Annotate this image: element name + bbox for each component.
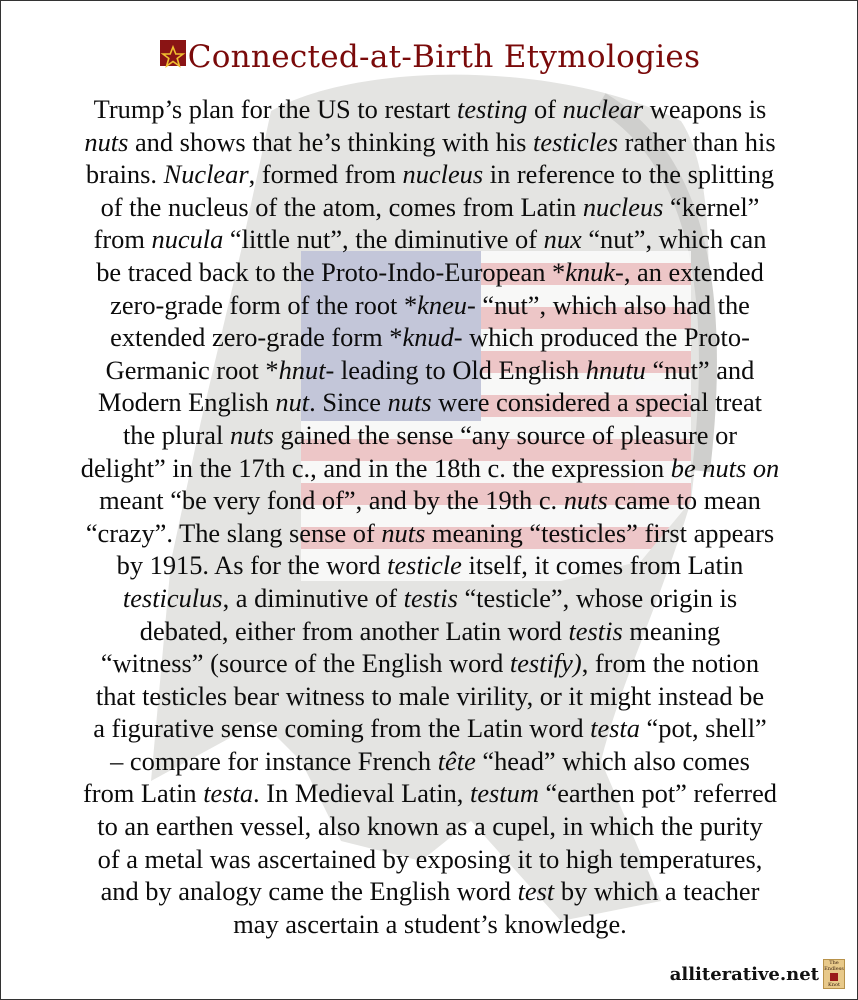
text-segment: of a metal was ascertained by exposing it to high temperatures,	[97, 843, 763, 874]
article-line	[27, 354, 833, 387]
knot-icon	[830, 973, 838, 981]
text-segment: meaning “testicles” first appears	[425, 517, 775, 548]
italic-term: nucula	[151, 224, 224, 255]
italic-term: testing	[457, 94, 528, 124]
text-segment: by which a teacher	[554, 876, 760, 907]
text-segment: weapons is	[643, 94, 767, 124]
article-line	[27, 289, 833, 322]
text-segment: delight” in the 17th c., and in the 18th c. the expression	[80, 452, 671, 483]
italic-term: testum	[469, 778, 539, 809]
italic-term: testicles	[533, 126, 619, 157]
pentacle-icon	[160, 40, 186, 66]
text-segment: “nut” and	[645, 354, 755, 385]
text-segment: by 1915. As for the word	[116, 550, 388, 581]
italic-term: testify)	[509, 648, 582, 679]
text-segment: – compare for instance French	[110, 745, 438, 776]
italic-term: nuts	[381, 517, 426, 548]
italic-term: nucleus	[402, 159, 484, 190]
text-segment: were considered a special treat	[431, 387, 762, 418]
italic-term: testa	[590, 713, 640, 744]
text-segment: brains.	[85, 159, 164, 190]
text-segment: , formed from	[248, 159, 403, 190]
text-segment: to an earthen vessel, also known as a cupel, in which the purity	[97, 811, 763, 842]
text-segment: “little nut”, the diminutive of	[223, 224, 544, 255]
page-title	[1, 37, 858, 77]
text-segment: from Latin	[83, 778, 204, 809]
article-line	[27, 191, 833, 224]
article-line	[27, 875, 833, 908]
text-segment: from	[93, 224, 152, 255]
italic-term: nux	[543, 224, 582, 255]
text-segment: in reference to the splitting	[483, 159, 775, 190]
article-line	[27, 647, 833, 680]
italic-term: nuts	[387, 387, 432, 418]
italic-term: knuk-	[565, 256, 624, 287]
logo-text-the: The	[829, 960, 839, 966]
text-segment: . In Medieval Latin,	[253, 778, 470, 809]
text-segment: the plural	[122, 419, 230, 450]
article-line	[27, 712, 833, 745]
text-segment: of the nucleus of the atom, comes from Latin	[100, 191, 583, 222]
text-segment: , a diminutive of	[222, 582, 404, 613]
italic-term: nucleus	[582, 191, 664, 222]
text-segment: “kernel”	[663, 191, 760, 222]
article-line	[27, 582, 833, 615]
article-body	[27, 93, 833, 940]
article-line	[27, 452, 833, 485]
article-line	[27, 126, 833, 159]
text-segment: zero-grade form of the root *	[110, 289, 418, 320]
text-segment: Modern English	[98, 387, 276, 418]
text-segment: “witness” (source of the English word	[100, 648, 510, 679]
text-segment: of	[527, 94, 563, 124]
italic-term: nut	[275, 387, 310, 418]
text-segment: came to mean	[607, 485, 761, 516]
article-line	[27, 615, 833, 648]
article-line	[27, 484, 833, 517]
text-segment: , from the notion	[581, 648, 760, 679]
text-segment: “head” which also comes	[475, 745, 750, 776]
article-line	[27, 386, 833, 419]
text-segment: and by analogy came the English word	[100, 876, 518, 907]
italic-term: Nuclear	[163, 159, 249, 190]
text-segment: “earthen pot” referred	[538, 778, 777, 809]
article-line	[27, 93, 833, 126]
italic-term: nuts	[229, 419, 274, 450]
title-text: Connected-at-Birth Etymologies	[187, 39, 701, 75]
article-line	[27, 777, 833, 810]
text-segment: debated, either from another Latin word	[139, 615, 569, 646]
text-segment: which produced the Proto-	[462, 322, 750, 353]
italic-term: tête	[437, 745, 476, 776]
article-line	[27, 321, 833, 354]
text-segment: “testicle”, whose origin is	[457, 582, 738, 613]
article-line	[27, 843, 833, 876]
endless-knot-logo[interactable]	[823, 959, 845, 989]
italic-term: testis	[568, 615, 623, 646]
site-url[interactable]: alliterative.net	[669, 964, 819, 985]
italic-term: knud-	[402, 322, 463, 353]
text-segment: itself, it comes from Latin	[461, 550, 744, 581]
italic-term: be nuts on	[670, 452, 780, 483]
italic-term: hnutu	[585, 354, 646, 385]
text-segment: “pot, shell”	[639, 713, 767, 744]
text-segment: “nut”, which can	[581, 224, 767, 255]
article-line	[27, 908, 833, 941]
italic-term: nuts	[563, 485, 608, 516]
article-line	[27, 256, 833, 289]
italic-term: testis	[403, 582, 458, 613]
article-line	[27, 810, 833, 843]
text-segment: a figurative sense coming from the Latin word	[93, 713, 591, 744]
italic-term: nuts	[84, 126, 129, 157]
logo-text-knot: Knot	[828, 982, 840, 988]
article-line	[27, 680, 833, 713]
text-segment: Germanic root *	[105, 354, 279, 385]
text-segment: meant “be very fond of”, and by the 19th c.	[99, 485, 564, 516]
article-line	[27, 419, 833, 452]
italic-term: nuclear	[562, 94, 644, 124]
italic-term: testa	[203, 778, 254, 809]
italic-term: testiculus	[122, 582, 223, 613]
text-segment: leading to Old English	[334, 354, 586, 385]
text-segment: and shows that he’s thinking with his	[128, 126, 534, 157]
text-segment: rather than his	[618, 126, 776, 157]
text-segment: extended zero-grade form *	[110, 322, 403, 353]
text-segment: “crazy”. The slang sense of	[85, 517, 382, 548]
italic-term: kneu-	[417, 289, 476, 320]
text-segment: that testicles bear witness to male virility, or it might instead be	[95, 680, 765, 711]
text-segment: Trump’s plan for the US to restart	[93, 94, 457, 124]
italic-term: testicle	[387, 550, 462, 581]
article-line	[27, 158, 833, 191]
article-line	[27, 517, 833, 550]
text-segment: , an extended	[623, 256, 764, 287]
text-segment: be traced back to the Proto-Indo-European *	[96, 256, 566, 287]
text-segment: may ascertain a student’s knowledge.	[233, 908, 627, 939]
article-line	[27, 549, 833, 582]
text-segment: gained the sense “any source of pleasure or	[273, 419, 738, 450]
text-segment: “nut”, which also had the	[475, 289, 750, 320]
text-segment: meaning	[622, 615, 721, 646]
italic-term: test	[517, 876, 555, 907]
article-line	[27, 745, 833, 778]
logo-text-endless: Endless	[824, 966, 844, 972]
italic-term: hnut-	[278, 354, 335, 385]
article-line	[27, 223, 833, 256]
text-segment: . Since	[309, 387, 388, 418]
